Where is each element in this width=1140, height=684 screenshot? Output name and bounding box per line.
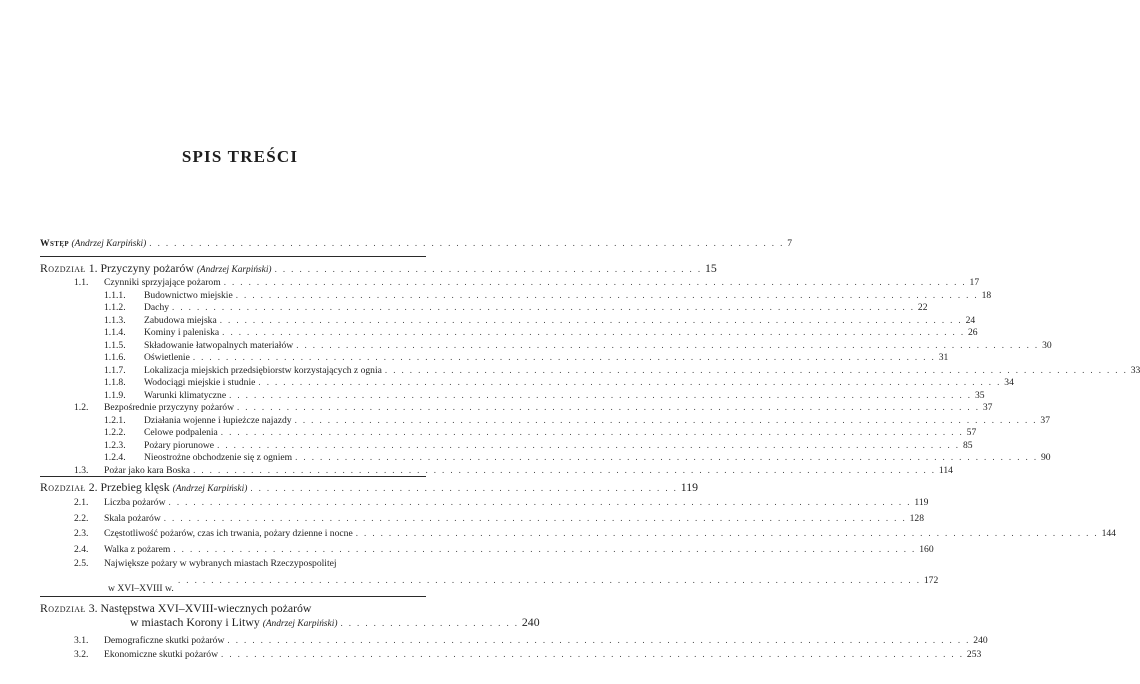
section-label: Wodociągi miejskie i studnie <box>144 377 256 388</box>
section-number: 1.1.4. <box>104 327 126 338</box>
toc-entry[interactable] <box>74 543 934 555</box>
page-number: 114 <box>938 464 953 476</box>
toc-entry[interactable] <box>104 289 992 301</box>
page-number: 128 <box>909 512 924 524</box>
chapter-author: (Andrzej Karpiński) <box>172 484 248 494</box>
leader-dots: . . . . . . . . . . . . . . . . . . . . . . . . . . . . . . . . . . . . . . . . . . . . . . . . . . . . . . . . . . . . . . . . . . . . . . . . . . . . . . . . . . . . . . . . . . <box>220 427 964 437</box>
section-number: 1.1.9. <box>104 389 126 401</box>
section-label: Częstotliwość pożarów, czas ich trwania, pożary dzienne i nocne <box>104 528 353 539</box>
toc-entry[interactable] <box>104 451 1051 463</box>
section-number: 1.1.1. <box>104 289 126 301</box>
toc-chapter-2[interactable] <box>40 480 699 495</box>
toc-entry[interactable] <box>104 439 973 451</box>
page-number: 26 <box>968 327 978 338</box>
section-number: 1.2.2. <box>104 427 126 438</box>
toc-chapter-1[interactable] <box>40 261 717 276</box>
section-label: Liczba pożarów <box>104 497 166 508</box>
section-label: Pożary piorunowe <box>144 439 215 451</box>
section-number: 3.2. <box>74 648 89 660</box>
toc-entry[interactable] <box>104 314 976 326</box>
section-label: Czynniki sprzyjające pożarom <box>104 277 221 288</box>
section-label: Oświetlenie <box>144 352 190 363</box>
toc-entry[interactable] <box>104 351 949 363</box>
page-number: 7 <box>787 238 793 249</box>
section-number: 2.2. <box>74 512 89 524</box>
leader-dots: . . . . . . . . . . . . . . . . . . . . . . . . . . . . . . . . . . . . . . . . . . . . . . . . . . . . . . . . . . . . . . . . . . . . . . . . . . . . . . . . . . . . . . . . . . <box>222 327 965 337</box>
leader-dots: . . . . . . . . . . . . . . . . . . . . . . . . . . . . . . . . . . . . . . . . . . . . . . . . . . . . . . . . . . . . . . . . . . . . . . . . . . . . . . . . . . . . . . . . . . <box>227 635 971 645</box>
chapter-label <box>40 601 311 616</box>
section-label: Dachy <box>144 302 170 313</box>
divider <box>40 596 426 597</box>
section-number: 1.1. <box>74 277 89 288</box>
section-label: Lokalizacja miejskich przedsiębiorstw korzystających z ognia <box>144 364 382 376</box>
toc-chapter-3-continuation[interactable] <box>130 615 540 630</box>
page-number: 144 <box>1101 528 1116 539</box>
section-number: 1.2.1. <box>104 414 126 426</box>
toc-entry[interactable] <box>104 389 985 401</box>
page-number: 30 <box>1042 339 1052 351</box>
page-title: SPIS TREŚCI <box>181 147 299 166</box>
chapter-author: (Andrzej Karpiński) <box>196 265 272 275</box>
chapter-prefix: Rozdział <box>40 261 86 275</box>
leader-dots: . . . . . . . . . . . . . . . . . . . . . . . . . . . . . . . . . . . . . . . . . . . . . . . . . . . . . . . . . . . . . . . . . . . . . . . . . . . . . . . . . . . . . . . . . . <box>384 364 1128 375</box>
leader-dots: . . . . . . . . . . . . . . . . . . . . . . . . . . . . . . . . . . . . . . . . . . . . . . . . . . . . . . . . . . . . . . . . . . . . . . . . . . . . . . . . . . . . . . . . . . <box>296 339 1040 350</box>
leader-dots: . . . . . . . . . . . . . . . . . . . . . . . . . . . . . . . . . . . . . . . . . . . . . . . . . . . . . . . . . . . . . . . . . . . . . . . . . . . . . . . . . . . . . . . . . . <box>294 414 1038 425</box>
chapter-title: Przyczyny pożarów <box>100 261 194 275</box>
toc-entry-line2[interactable] <box>175 574 939 586</box>
leader-dots: . . . . . . . . . . . . . . . . . . . . . . . . . . . . . . . . . . . . . . . . . . . . . . . . . . . . . . . . . . . . . . . . . . . . . . . . . . . . . <box>149 238 785 248</box>
section-label: Składowanie łatwopalnych materiałów <box>144 339 294 351</box>
toc-entry[interactable] <box>74 276 980 288</box>
toc-entry[interactable] <box>74 558 426 570</box>
section-label: Celowe podpalenia <box>144 427 218 438</box>
section-number: 1.1.8. <box>104 377 126 388</box>
toc-entry[interactable] <box>104 364 1140 376</box>
chapter-author: (Andrzej Karpiński) <box>262 619 338 629</box>
section-number: 1.2.4. <box>104 452 126 463</box>
chapter-prefix: Rozdział <box>40 601 86 615</box>
page-number: 22 <box>917 302 928 313</box>
leader-dots: . . . . . . . . . . . . . . . . . . . . . . . . . . . . . . . . . . . . . . . . . . . . . . . . . . . . . . . . . . . . . . . . . . . . . . . . . . . . . . . . . . . . . . . . . . <box>223 277 967 287</box>
toc-entry[interactable] <box>104 326 978 338</box>
section-label: Bezpośrednie przyczyny pożarów <box>104 402 234 413</box>
leader-dots: . . . . . . . . . . . . . . . . . . . . . . . . . . . . . . . . . . . . . . . . . . . . . . . . . . . . . . . . . . . . . . . . . . . . . . . . . . . . . . . . . . . . . . . . . . <box>229 389 972 400</box>
toc-entry[interactable] <box>74 464 953 476</box>
toc-entry-label <box>40 238 146 250</box>
divider <box>40 256 426 257</box>
section-label: Ekonomiczne skutki pożarów <box>104 648 219 660</box>
leader-dots: . . . . . . . . . . . . . . . . . . . . . . . . . . . . . . . . . . . . . . . . . . . . . . . . . . . . . . . . . . . . . . . . . . . . . . . . . . . . . . . . . . . . . . . . . . <box>192 352 936 362</box>
page-number: 119 <box>680 480 699 494</box>
toc-entry[interactable] <box>104 426 977 438</box>
chapter-number: 3. <box>88 601 98 615</box>
section-number: 1.1.5. <box>104 339 126 351</box>
page-number: 15 <box>705 261 717 275</box>
leader-dots: . . . . . . . . . . . . . . . . . . . . . . . . . . . . . . . . . . . . . . . . . . . . . . . . . . . . . . . . . . . . . . . . . . . . . . . . . . . . . . . . . . . . . . . . . . <box>221 648 964 659</box>
section-label: Kominy i paleniska <box>144 327 220 338</box>
leader-dots: . . . . . . . . . . . . . . . . . . . . . . . . . . . . . . . . . . . . . . . . . . . . . . . . . . . . <box>274 264 703 274</box>
section-number: 1.1.6. <box>104 352 126 363</box>
chapter-title: Przebieg klęsk <box>100 480 170 494</box>
toc-entry[interactable] <box>74 401 993 413</box>
leader-dots: . . . . . . . . . . . . . . . . . . . . . . . . . . . . . . . . . . . . . . . . . . . . . . . . . . . . . . . . . . . . . . . . . . . . . . . . . . . . . . . . . . . . . . . . . . <box>219 314 963 325</box>
page-number: 35 <box>974 389 985 401</box>
section-number: 1.1.2. <box>104 302 126 313</box>
leader-dots: . . . . . . . . . . . . . . . . . . . . . . . . . . . . . . . . . . . . . . . . . . . . . . . . . . . . . . . . . . . . . . . . . . . . . . . . . . . . . . . . . . . . . . . . . . <box>178 574 921 585</box>
section-number: 2.5. <box>74 558 89 569</box>
leader-dots: . . . . . . . . . . . . . . . . . . . . . . . . . . . . . . . . . . . . . . . . . . . . . . . . . . . . . . . . . . . . . . . . . . . . . . . . . . . . . . . . . . . . . . . . . . <box>193 464 936 475</box>
leader-dots: . . . . . . . . . . . . . . . . . . . . . . . . . . . . . . . . . . . . . . . . . . . . . . . . . . . . . . . . . . . . . . . . . . . . . . . . . . . . . . . . . . . . . . . . . . <box>237 402 980 412</box>
toc-entry-continuation: w XVI–XVIII w. <box>108 583 174 594</box>
toc-chapter-3[interactable] <box>40 601 426 616</box>
section-label: Budownictwo miejskie <box>144 289 233 301</box>
section-number: 2.1. <box>74 497 89 508</box>
leader-dots: . . . . . . . . . . . . . . . . . . . . . . . . . . . . . . . . . . . . . . . . . . . . . . . . . . . . . . . . . . . . . . . . . . . . . . . . . . . . . . . . . . . . . . . . . . <box>163 512 907 523</box>
page-number: 240 <box>973 635 988 646</box>
chapter-title: Następstwa XVI–XVIII-wiecznych pożarów <box>100 601 312 615</box>
section-label: Działania wojenne i łupieżcze najazdy <box>144 414 292 426</box>
section-label: Pożar jako kara Boska <box>104 464 191 476</box>
section-label: Zabudowa miejska <box>144 314 217 326</box>
section-number: 2.4. <box>74 543 89 555</box>
page-number: 37 <box>1040 414 1051 426</box>
section-label: Największe pożary w wybranych miastach Rzeczypospolitej <box>104 558 337 569</box>
toc-entry[interactable] <box>104 339 1052 351</box>
toc-entry[interactable] <box>104 414 1051 426</box>
section-label: Walka z pożarem <box>104 543 171 555</box>
leader-dots: . . . . . . . . . . . . . . . . . . . . . . <box>340 618 519 628</box>
page-number: 57 <box>966 427 977 438</box>
section-label: Warunki klimatyczne <box>144 389 227 401</box>
toc-entry[interactable] <box>104 376 1014 388</box>
section-number: 2.3. <box>74 528 89 539</box>
page-number: 33 <box>1130 364 1140 376</box>
page-number: 24 <box>965 314 976 326</box>
chapter-title-line2: w miastach Korony i Litwy <box>130 615 260 629</box>
chapter-label <box>40 480 247 497</box>
section-number: 1.2. <box>74 402 89 413</box>
page-number: 34 <box>1004 377 1014 388</box>
toc-entry[interactable] <box>74 634 988 646</box>
chapter-prefix: Rozdział <box>40 480 86 494</box>
page-number: 172 <box>923 574 939 586</box>
toc-entry-intro[interactable] <box>40 237 793 249</box>
chapter-label <box>130 615 337 632</box>
page-number: 119 <box>914 497 929 508</box>
intro-author: (Andrzej Karpiński) <box>71 239 147 249</box>
section-number: 1.1.3. <box>104 314 126 326</box>
page-number: 37 <box>982 402 993 413</box>
section-number: 1.3. <box>74 464 89 476</box>
page-number: 85 <box>962 439 973 451</box>
divider <box>40 476 426 477</box>
intro-label: Wstęp <box>40 238 70 249</box>
chapter-number: 2. <box>88 480 98 494</box>
leader-dots: . . . . . . . . . . . . . . . . . . . . . . . . . . . . . . . . . . . . . . . . . . . . . . . . . . . . <box>250 483 678 493</box>
leader-dots: . . . . . . . . . . . . . . . . . . . . . . . . . . . . . . . . . . . . . . . . . . . . . . . . . . . . . . . . . . . . . . . . . . . . . . . . . . . . . . . . . . . . . . . . . . <box>258 377 1002 387</box>
toc-entry[interactable] <box>74 527 1116 539</box>
page-number: 90 <box>1040 452 1051 463</box>
section-label: Skala pożarów <box>104 512 161 524</box>
toc-entry[interactable] <box>74 512 924 524</box>
section-number: 1.2.3. <box>104 439 126 451</box>
section-number: 1.1.7. <box>104 364 126 376</box>
page-number: 160 <box>919 543 934 555</box>
toc-entry[interactable] <box>74 496 929 508</box>
leader-dots: . . . . . . . . . . . . . . . . . . . . . . . . . . . . . . . . . . . . . . . . . . . . . . . . . . . . . . . . . . . . . . . . . . . . . . . . . . . . . . . . . . . . . . . . . . <box>355 528 1099 538</box>
leader-dots: . . . . . . . . . . . . . . . . . . . . . . . . . . . . . . . . . . . . . . . . . . . . . . . . . . . . . . . . . . . . . . . . . . . . . . . . . . . . . . . . . . . . . . . . . . <box>168 497 912 507</box>
leader-dots: . . . . . . . . . . . . . . . . . . . . . . . . . . . . . . . . . . . . . . . . . . . . . . . . . . . . . . . . . . . . . . . . . . . . . . . . . . . . . . . . . . . . . . . . . . <box>172 302 915 312</box>
section-label: Demograficzne skutki pożarów <box>104 635 225 646</box>
toc-entry[interactable] <box>74 648 982 660</box>
section-number: 3.1. <box>74 635 89 646</box>
page-number: 18 <box>981 289 992 301</box>
page-number: 240 <box>521 615 540 629</box>
page-number: 31 <box>938 352 949 363</box>
leader-dots: . . . . . . . . . . . . . . . . . . . . . . . . . . . . . . . . . . . . . . . . . . . . . . . . . . . . . . . . . . . . . . . . . . . . . . . . . . . . . . . . . . . . . . . . . . <box>173 543 917 554</box>
section-label: Nieostrożne obchodzenie się z ogniem <box>144 452 293 463</box>
toc-entry[interactable] <box>104 301 928 313</box>
leader-dots: . . . . . . . . . . . . . . . . . . . . . . . . . . . . . . . . . . . . . . . . . . . . . . . . . . . . . . . . . . . . . . . . . . . . . . . . . . . . . . . . . . . . . . . . . . <box>217 439 960 450</box>
leader-dots: . . . . . . . . . . . . . . . . . . . . . . . . . . . . . . . . . . . . . . . . . . . . . . . . . . . . . . . . . . . . . . . . . . . . . . . . . . . . . . . . . . . . . . . . . . <box>235 289 979 300</box>
page-number: 17 <box>969 277 980 288</box>
chapter-number: 1. <box>88 261 98 275</box>
leader-dots: . . . . . . . . . . . . . . . . . . . . . . . . . . . . . . . . . . . . . . . . . . . . . . . . . . . . . . . . . . . . . . . . . . . . . . . . . . . . . . . . . . . . . . . . . . <box>295 452 1038 462</box>
page-number: 253 <box>966 648 982 660</box>
